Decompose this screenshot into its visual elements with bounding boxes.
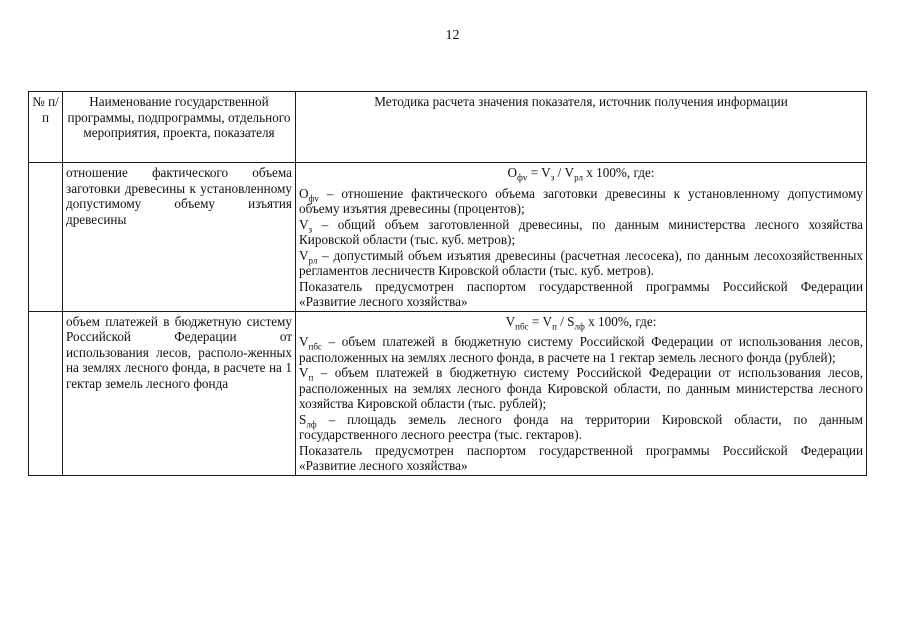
method-cell: [296, 163, 867, 312]
header-name: Наименование государственной программы, подпрограммы, отдельного мероприятия, проекта, показателя: [63, 92, 296, 163]
table-header-row: [29, 92, 867, 163]
indicator-table: [28, 91, 867, 476]
header-number: № п/п: [29, 92, 63, 163]
header-method: Методика расчета значения показателя, источник получения информации: [296, 92, 867, 163]
definition: $V_{пбс}$ – объем платежей в бюджетную систему Российской Федерации от использования лесов, расположенных на землях лесного фонда, в расчете на 1 гектар земель лесного фонда (рублей);: [299, 334, 863, 365]
definition: $V_з$ – общий объем заготовленной древесины, по данным министерства лесного хозяйства Кировской области (тыс. куб. метров);: [299, 216, 863, 247]
definition: $V_{рл}$ – допустимый объем изъятия древесины (расчетная лесосека), по данным лесохозяйственных регламентов лесничеств Кировской области (тыс. куб. метров).: [299, 247, 863, 278]
indicator-name-cell: отношение фактического объема заготовки древесины к установленному допустимому объему изъятия древесины: [63, 163, 296, 312]
definition: $S_{лф}$ – площадь земель лесного фонда на территории Кировской области, по данным государственного лесного реестра (тыс. гектаров).: [299, 411, 863, 442]
table-row: [29, 311, 867, 475]
row-number-cell: [29, 311, 63, 475]
source-note: Показатель предусмотрен паспортом государственной программы Российской Федерации «Развитие лесного хозяйства»: [299, 442, 863, 473]
indicator-name-cell: объем платежей в бюджетную систему Российской Федерации от использования лесов, располо-женных на землях лесного фонда, в расчете на 1 гектар земель лесного фонда: [63, 311, 296, 475]
formula: $V_{пбс} = V_п / S_{лф}$ x 100%, где:: [505, 313, 657, 332]
definition: $V_п$ – объем платежей в бюджетную систему Российской Федерации от использования лесов, расположенных на землях лесного фонда Кировской области, по данным министерства лесного хозяйства Кировской области (тыс. рублей);: [299, 365, 863, 411]
source-note: Показатель предусмотрен паспортом государственной программы Российской Федерации «Развитие лесного хозяйства»: [299, 278, 863, 309]
definition: $О_{фv}$ – отношение фактического объема заготовки древесины к установленному допустимому объему изъятия древесины (процентов);: [299, 185, 863, 216]
table-row: [29, 163, 867, 312]
formula: $О_{фv} = V_з / V_{рл}$ x 100%, где:: [507, 165, 655, 183]
method-cell: [296, 311, 867, 475]
page-number: 12: [445, 28, 460, 43]
row-number-cell: [29, 163, 63, 312]
